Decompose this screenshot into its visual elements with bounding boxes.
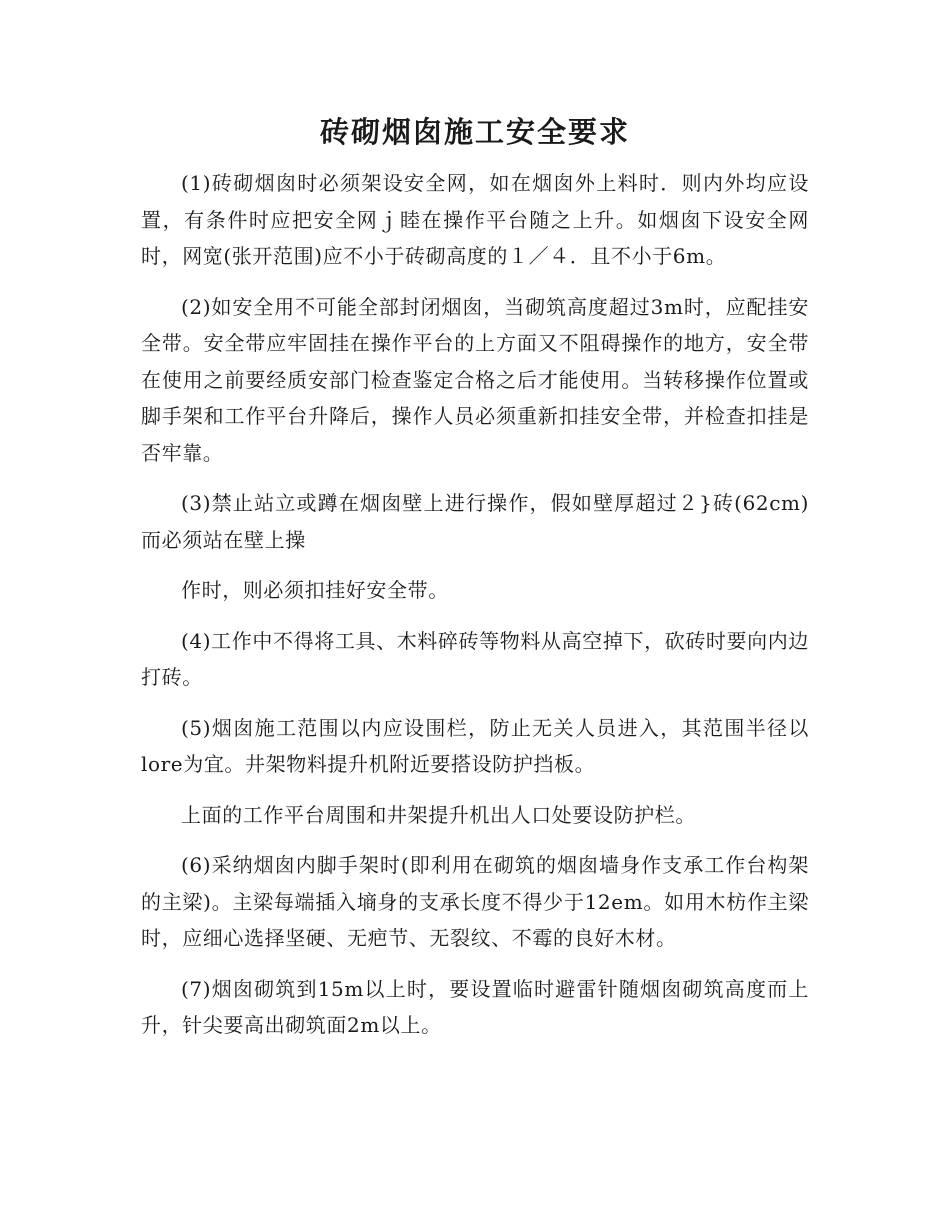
paragraph-item-3-continued: 作时，则必须扣挂好安全带。 bbox=[181, 578, 449, 602]
paragraph-item-7: (7)烟囱砌筑到15m以上时，要设置临时避雷针随烟囱砌筑高度而上升，针尖要高出砌筑面2m以上。 bbox=[141, 976, 809, 1037]
document-body bbox=[141, 165, 809, 1058]
paragraph-item-1: (1)砖砌烟囱时必须架设安全网，如在烟囱外上料时．则内外均应设置，有条件时应把安全网ｊ睦在操作平台随之上升。如烟囱下设安全网时，网宽(张开范围)应不小于砖砌高度的１／４．且不小于6m。 bbox=[141, 171, 809, 268]
paragraph-item-3: (3)禁止站立或蹲在烟囱壁上进行操作，假如壁厚超过２}砖(62cm)而必须站在壁上操 bbox=[141, 491, 809, 552]
document-title: 砖砌烟囱施工安全要求 bbox=[319, 115, 630, 149]
paragraph-item-6: (6)采纳烟囱内脚手架时(即利用在砌筑的烟囱墙身作支承工作台构架的主梁)。主梁每端插入墒身的支承长度不得少于12em。如用木枋作主梁时，应细心选择坚硬、无疤节、无裂纹、不霉的良好木材。 bbox=[141, 853, 809, 950]
paragraph-item-5: (5)烟囱施工范围以内应设围栏，防止无关人员进入，其范围半径以lore为宜。井架物料提升机附近要搭设防护挡板。 bbox=[141, 715, 809, 776]
paragraph-item-5-continued: 上面的工作平台周围和井架提升机出人口处要设防护栏。 bbox=[181, 802, 696, 827]
paragraph-item-2: (2)如安全用不可能全部封闭烟囱，当砌筑高度超过3m时，应配挂安全带。安全带应牢固挂在操作平台的上方面又不阻碍操作的地方，安全带在使用之前要经质安部门检查鉴定合格之后才能使用。当转移操作位置或脚手架和工作平台升降后，操作人员必须重新扣挂安全带，并检查扣挂是否牢靠。 bbox=[141, 294, 809, 465]
paragraph-item-4: (4)工作中不得将工具、木料碎砖等物料从高空掉下，砍砖时要向内边打砖。 bbox=[141, 628, 809, 689]
